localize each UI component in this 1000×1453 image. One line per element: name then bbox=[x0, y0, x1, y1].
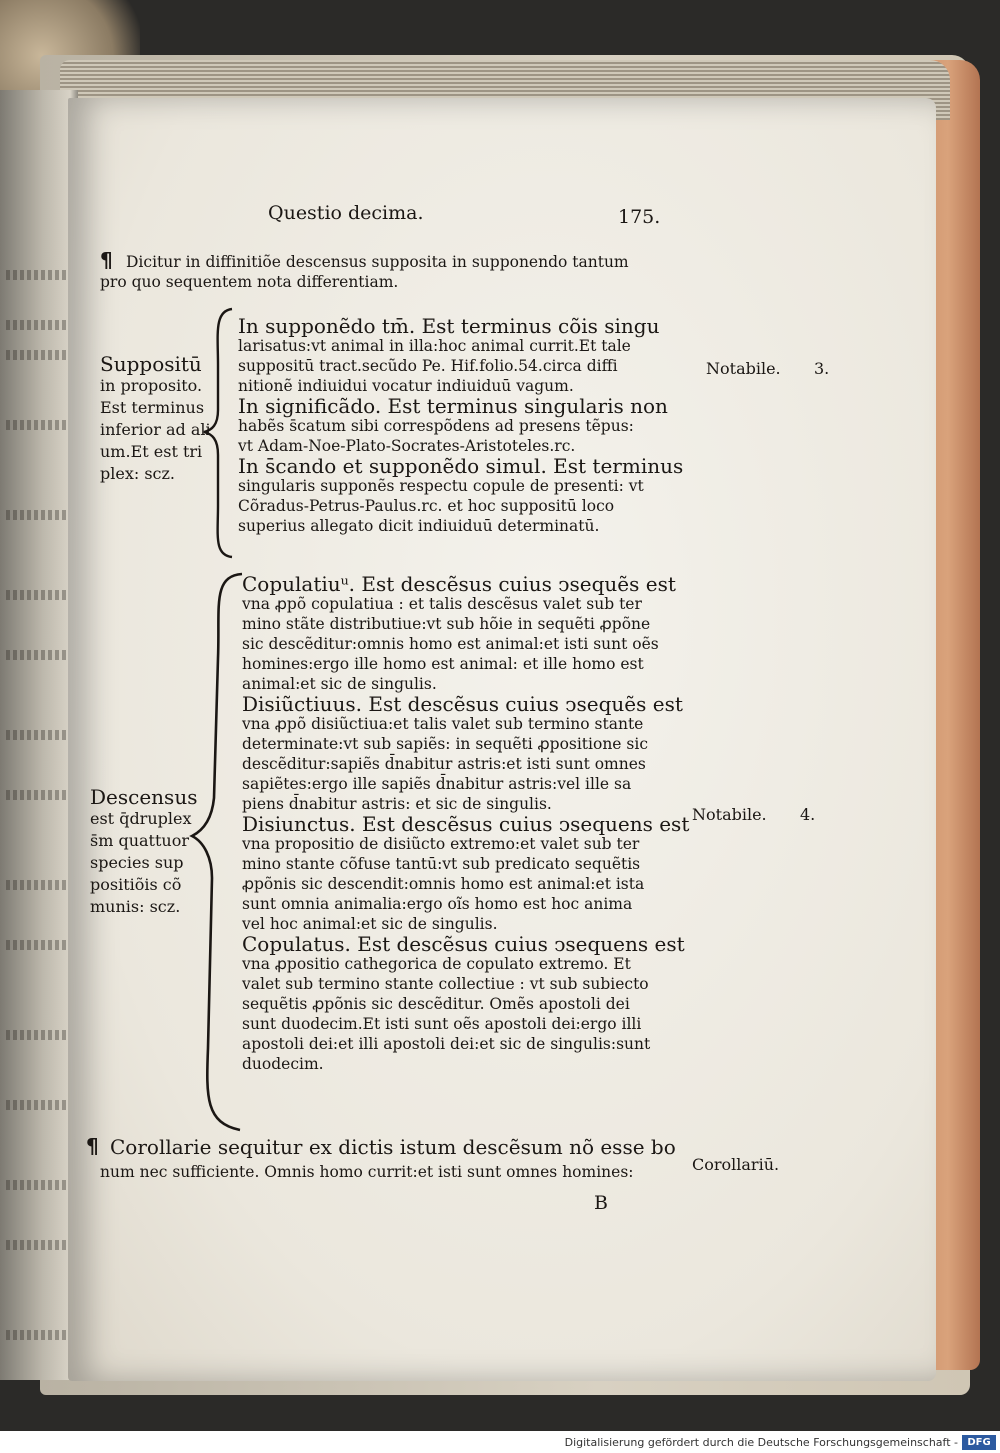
paragraph-mark-icon: ¶ bbox=[100, 248, 113, 272]
section-2-text: Copulatiuᵘ. Est descẽsus cuius ↄsequẽs est vna ꝓpõ copulatiua : et talis descẽsus valet sub ter mino stãte distributiue:vt sub hõie in sequẽti ꝓpõne sic descẽditur:omnis homo est animal:et isti sunt oẽs homines:ergo ille homo est animal: et ille homo est animal:et sic de singulis. Disiũctiuus. Est descẽsus cuius ↄsequẽs est vna ꝓpõ disiũctiua:et talis valet sub termino stante determinate:vt sub sapiẽs: in sequẽti ꝓpositione sic descẽditur:sapiẽs d̄nabitur astris:et isti sunt omnes sapiẽtes:ergo ille sapiẽs d̄nabitur astris:vel ille sa piens d̄nabitur astris: et sic de singulis. Disiunctus. Est descẽsus cuius ↄsequens est vna propositio de disiũcto extremo:et valet sub ter mino stante cõfuse tantū:vt sub predicato sequẽtis ꝓpõnis sic descendit:omnis homo est animal:et ista sunt omnia animalia:ergo oĩs homo est hoc anima vel hoc animal:et sic de singulis. Copulatus. Est descẽsus cuius ↄsequens est vna ꝓpositio cathegorica de copulato extremo. Et valet sub termino stante collectiue : vt sub subiecto sequẽtis ꝓpõnis sic descẽditur. Omẽs apostoli dei sunt duodecim.Et isti sunt oẽs apostoli dei:ergo illi apostoli dei:et illi apostoli dei:et sic de singulis:sunt duodecim. bbox=[242, 572, 690, 1073]
running-title: Questio decima. bbox=[268, 202, 424, 224]
dfg-logo: DFG bbox=[962, 1435, 996, 1450]
corollary-line-1: Corollarie sequitur ex dictis istum descẽsum nõ esse bo bbox=[110, 1135, 676, 1159]
margin-note-descensus: Descensus est q̄druplex s̄m quattuor species sup positiõis cõ munis: scz. bbox=[90, 785, 198, 916]
brace-1-icon bbox=[200, 305, 240, 560]
intro-line-2: pro quo sequentem nota differentiam. bbox=[100, 273, 399, 291]
signature-mark: B bbox=[594, 1192, 608, 1214]
notabile-4-number: 4. bbox=[800, 805, 816, 824]
footer-bar bbox=[0, 1431, 1000, 1453]
notabile-3-number: 3. bbox=[814, 359, 830, 378]
intro-line-1: Dicitur in diffinitiõe descensus supposita in supponendo tantum bbox=[126, 253, 629, 271]
paragraph-mark-icon: ¶ bbox=[86, 1134, 99, 1158]
notabile-4-label: Notabile. bbox=[692, 805, 767, 824]
footer-credit: Digitalisierung gefördert durch die Deutsche Forschungsgemeinschaft - bbox=[564, 1436, 958, 1449]
left-page-gutter bbox=[0, 90, 78, 1380]
section-1-text: In supponẽdo tm̄. Est terminus cõis singu larisatus:vt animal in illa:hoc animal currit.Et tale suppositū tract.secũdo Pe. Hif.folio.54.circa diffi nitionẽ indiuidui vocatur indiuiduū vagum. In significãdo. Est terminus singularis non habẽs s̄catum sibi correspõdens ad presens tẽpus: vt Adam-Noe-Plato-Socrates-Aristoteles.rc. In s̄cando et supponẽdo simul. Est terminus singularis supponẽs respectu copule de presenti: vt Cõradus-Petrus-Paulus.rc. et hoc suppositū loco superius allegato dicit indiuiduū determinatū. bbox=[238, 314, 684, 535]
margin-note-suppositum: Suppositū in proposito. Est terminus inferior ad ali um.Et est tri plex: scz. bbox=[100, 352, 211, 483]
folio-number: 175. bbox=[618, 206, 661, 228]
corollarium-label: Corollariū. bbox=[692, 1155, 780, 1174]
corollary-line-2: num nec sufficiente. Omnis homo currit:et isti sunt omnes homines: bbox=[100, 1163, 634, 1181]
notabile-3-label: Notabile. bbox=[706, 359, 781, 378]
